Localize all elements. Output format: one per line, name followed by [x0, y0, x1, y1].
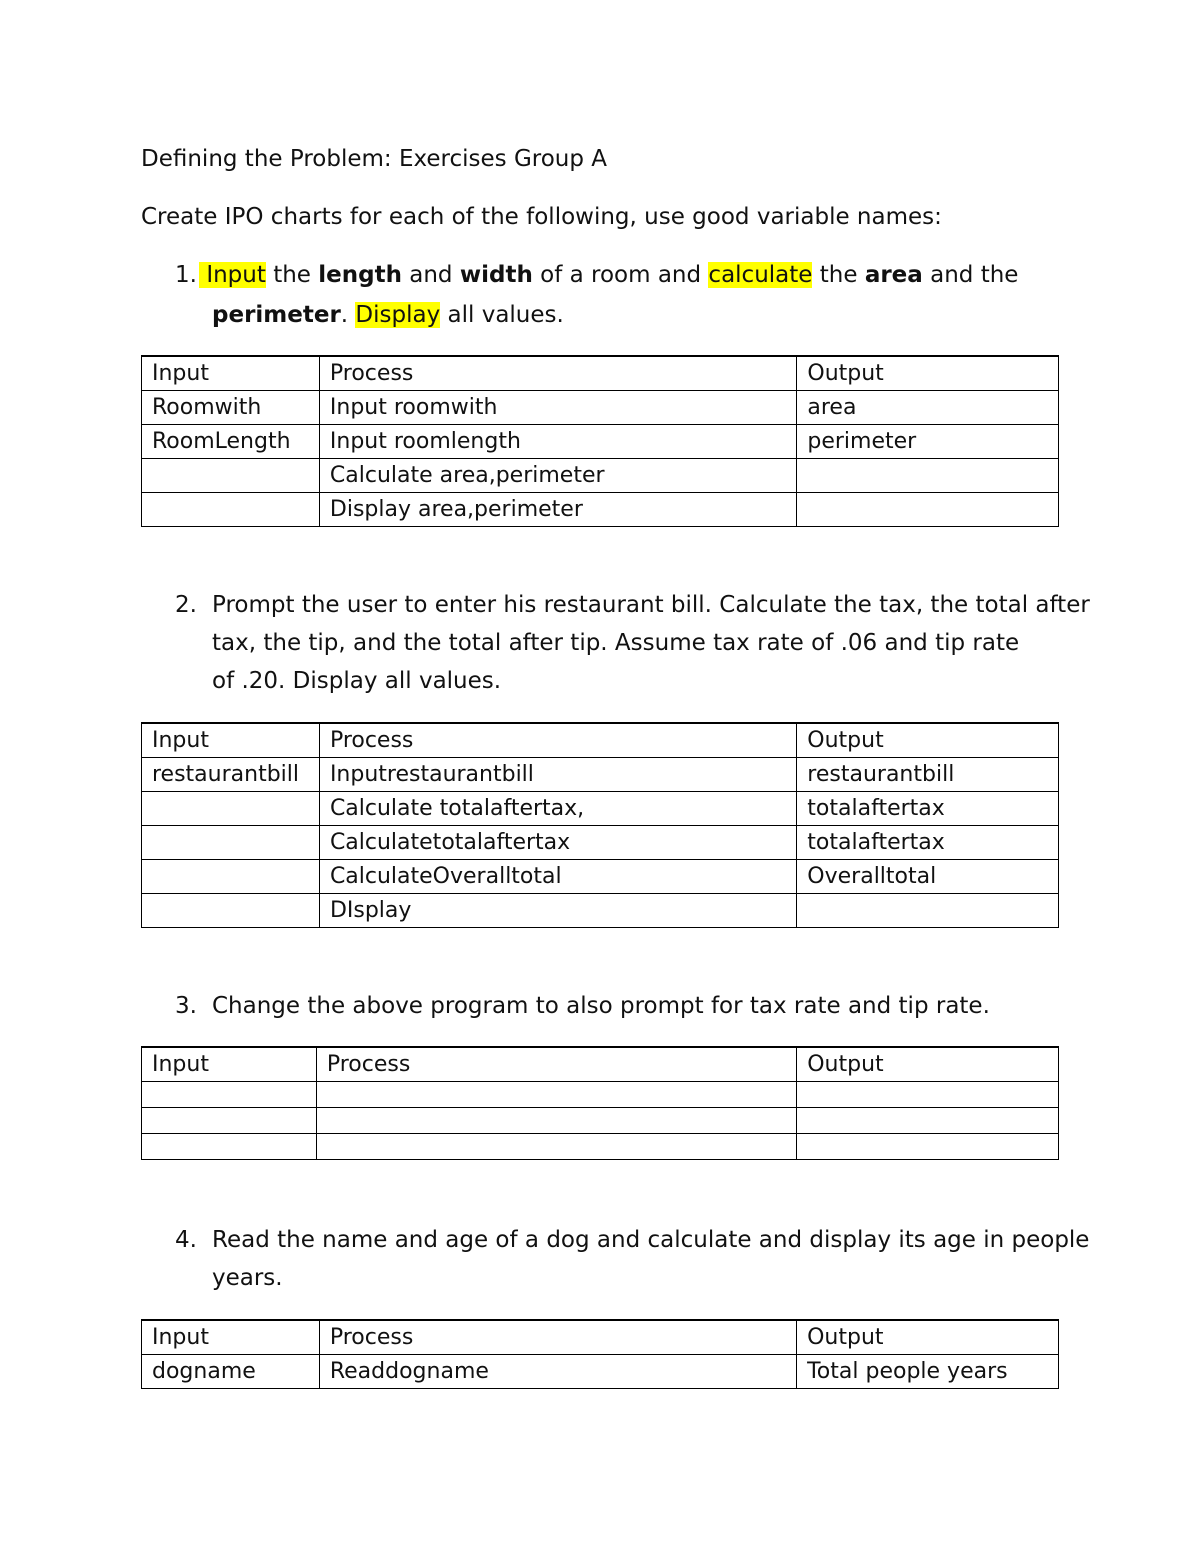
exercise-2-line-3: of .20. Display all values. — [212, 668, 502, 694]
table-header-row — [142, 1320, 1059, 1355]
exercise-4-number: 4. — [175, 1227, 197, 1253]
table-header-row — [142, 356, 1059, 391]
cell-process: Inputrestaurantbill — [319, 758, 796, 792]
table-row — [142, 391, 1059, 425]
cell-output: perimeter — [797, 425, 1059, 459]
cell-input: RoomLength — [142, 425, 320, 459]
header-process: Process — [319, 356, 796, 391]
header-input: Input — [142, 723, 320, 758]
cell-input — [142, 493, 320, 527]
cell-process — [316, 1108, 796, 1134]
cell-output — [797, 493, 1059, 527]
header-process: Process — [316, 1047, 796, 1082]
highlight-input: Input — [199, 262, 266, 288]
exercise-3-line-1: Change the above program to also prompt for tax rate and tip rate. — [212, 993, 990, 1019]
exercise-2-line-2: tax, the tip, and the total after tip. Assume tax rate of .06 and tip rate — [212, 630, 1020, 656]
cell-input: dogname — [142, 1355, 320, 1389]
cell-output — [797, 1108, 1059, 1134]
cell-input — [142, 1134, 317, 1160]
table-row — [142, 1355, 1059, 1389]
header-input: Input — [142, 1047, 317, 1082]
exercise-1-number: 1. — [175, 262, 197, 288]
page-title: Defining the Problem: Exercises Group A — [141, 146, 608, 172]
cell-input — [142, 792, 320, 826]
cell-process — [316, 1082, 796, 1108]
cell-output: Overalltotal — [797, 860, 1059, 894]
instruction-text: Create IPO charts for each of the following, use good variable names: — [141, 204, 942, 230]
cell-input — [142, 1108, 317, 1134]
cell-process: Readdogname — [319, 1355, 796, 1389]
ipo-table-3 — [141, 1046, 1059, 1160]
header-output: Output — [797, 356, 1059, 391]
table-row — [142, 459, 1059, 493]
cell-output: Total people years — [797, 1355, 1059, 1389]
highlight-display: Display — [355, 302, 441, 328]
exercise-1-line-1: Input the length and width of a room and calculate the area and the — [199, 262, 1018, 288]
cell-process: Calculate area,perimeter — [319, 459, 796, 493]
keyword-area: area — [864, 262, 923, 288]
table-row — [142, 894, 1059, 928]
exercise-2-line-1: Prompt the user to enter his restaurant bill. Calculate the tax, the total after — [212, 592, 1090, 618]
cell-output — [797, 459, 1059, 493]
cell-input — [142, 459, 320, 493]
cell-output — [797, 894, 1059, 928]
table-row — [142, 425, 1059, 459]
header-process: Process — [319, 1320, 796, 1355]
keyword-perimeter: perimeter — [212, 302, 341, 328]
cell-output: area — [797, 391, 1059, 425]
cell-output: totalaftertax — [797, 826, 1059, 860]
table-row — [142, 1108, 1059, 1134]
table-row — [142, 1134, 1059, 1160]
header-input: Input — [142, 356, 320, 391]
highlight-calculate: calculate — [708, 262, 813, 288]
table-header-row — [142, 723, 1059, 758]
header-output: Output — [797, 1047, 1059, 1082]
table-row — [142, 758, 1059, 792]
header-output: Output — [797, 1320, 1059, 1355]
cell-output: totalaftertax — [797, 792, 1059, 826]
cell-output — [797, 1082, 1059, 1108]
keyword-width: width — [459, 262, 533, 288]
cell-output — [797, 1134, 1059, 1160]
cell-process: Input roomwith — [319, 391, 796, 425]
exercise-1-line-2: perimeter. Display all values. — [212, 302, 564, 328]
cell-output: restaurantbill — [797, 758, 1059, 792]
exercise-4-line-1: Read the name and age of a dog and calculate and display its age in people — [212, 1227, 1090, 1253]
exercise-2-number: 2. — [175, 592, 197, 618]
cell-input — [142, 894, 320, 928]
exercise-3-number: 3. — [175, 993, 197, 1019]
cell-process: DIsplay — [319, 894, 796, 928]
ipo-table-2 — [141, 722, 1059, 928]
exercise-4-line-2: years. — [212, 1265, 283, 1291]
table-row — [142, 792, 1059, 826]
cell-process: Display area,perimeter — [319, 493, 796, 527]
ipo-table-1 — [141, 355, 1059, 527]
cell-input: Roomwith — [142, 391, 320, 425]
table-header-row — [142, 1047, 1059, 1082]
cell-input: restaurantbill — [142, 758, 320, 792]
cell-input — [142, 1082, 317, 1108]
cell-process: Calculatetotalaftertax — [319, 826, 796, 860]
keyword-length: length — [318, 262, 402, 288]
table-row — [142, 860, 1059, 894]
header-input: Input — [142, 1320, 320, 1355]
cell-input — [142, 860, 320, 894]
header-process: Process — [319, 723, 796, 758]
cell-process: Calculate totalaftertax, — [319, 792, 796, 826]
cell-process: Input roomlength — [319, 425, 796, 459]
cell-process — [316, 1134, 796, 1160]
cell-input — [142, 826, 320, 860]
ipo-table-4 — [141, 1319, 1059, 1389]
table-row — [142, 1082, 1059, 1108]
cell-process: CalculateOveralltotal — [319, 860, 796, 894]
table-row — [142, 493, 1059, 527]
table-row — [142, 826, 1059, 860]
header-output: Output — [797, 723, 1059, 758]
